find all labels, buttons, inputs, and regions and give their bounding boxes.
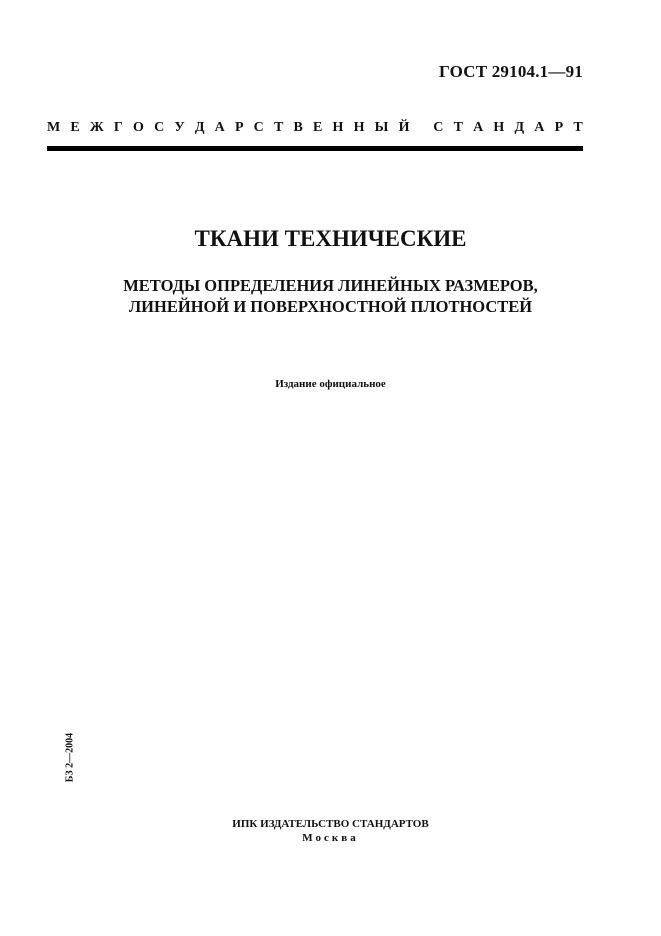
heading-letter: Н [493, 120, 505, 135]
heading-letter: С [253, 120, 264, 135]
heading-letter: Н [332, 120, 344, 135]
publisher-name: ИПК ИЗДАТЕЛЬСТВО СТАНДАРТОВ [232, 818, 429, 830]
subtitle-line-2: ЛИНЕЙНОЙ И ПОВЕРХНОСТНОЙ ПЛОТНОСТЕЙ [128, 297, 533, 316]
heading-letter: Й [398, 120, 410, 135]
heading-letter: С [433, 120, 444, 135]
heading-letter: Е [313, 120, 323, 135]
heading-letter: О [133, 120, 144, 135]
heading-letter: А [473, 120, 484, 135]
interstate-standard-heading [47, 120, 583, 136]
heading-letter: М [47, 120, 61, 135]
edition-label: Издание официальное [275, 378, 386, 390]
side-code: БЗ 2—2004 [64, 732, 76, 783]
heading-letter: Ы [374, 120, 389, 135]
document-number: ГОСТ 29104.1—91 [439, 62, 583, 81]
header-divider [47, 146, 583, 151]
heading-letter: Т [273, 120, 284, 135]
heading-letter: Г [113, 120, 123, 135]
heading-letter: Р [234, 120, 244, 135]
heading-letter: Н [353, 120, 365, 135]
heading-letter: Р [554, 120, 564, 135]
heading-letter: Ж [89, 120, 104, 135]
heading-letter: Т [453, 120, 463, 135]
document-title: ТКАНИ ТЕХНИЧЕСКИЕ [194, 226, 467, 251]
subtitle-line-1: МЕТОДЫ ОПРЕДЕЛЕНИЯ ЛИНЕЙНЫХ РАЗМЕРОВ, [123, 276, 538, 295]
heading-letter: А [534, 120, 545, 135]
heading-letter: Е [70, 120, 80, 135]
heading-letter: С [154, 120, 165, 135]
heading-letter: В [293, 120, 303, 135]
publisher-city: Москва [302, 832, 359, 844]
heading-letter: Т [573, 120, 583, 135]
heading-letter: Д [194, 120, 205, 135]
heading-letter [420, 120, 424, 136]
heading-letter: А [214, 120, 225, 135]
heading-letter: У [174, 120, 185, 135]
document-subtitle [0, 275, 661, 317]
heading-letter: Д [514, 120, 525, 135]
